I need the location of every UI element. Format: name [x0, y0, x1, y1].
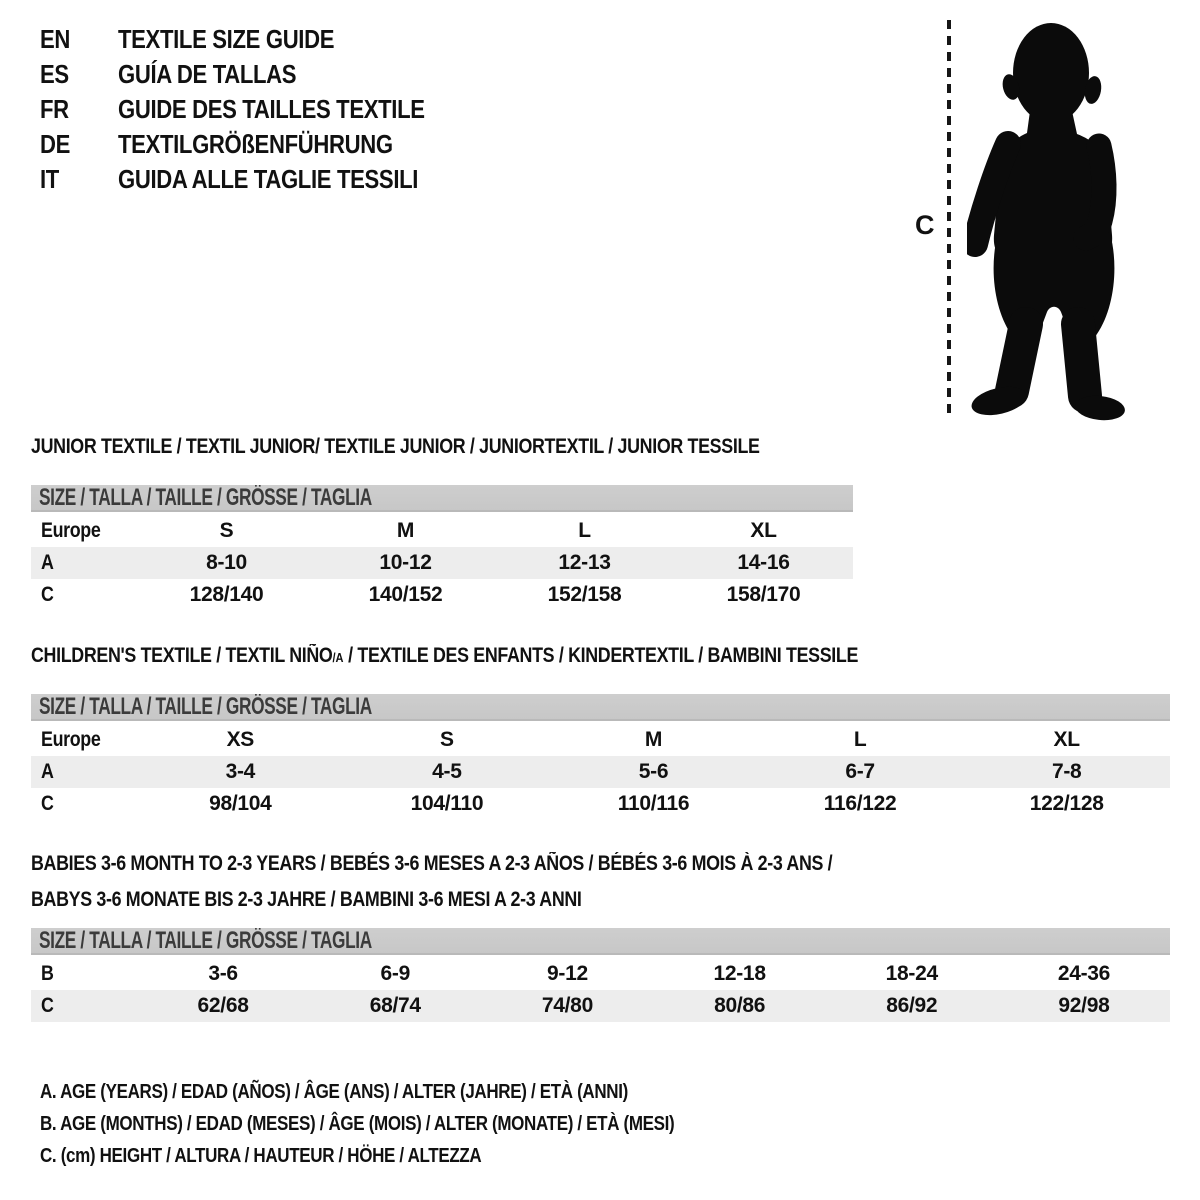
table-row	[31, 958, 1170, 990]
table-cell: 6-7	[845, 760, 875, 783]
table-cell: 74/80	[541, 994, 593, 1017]
table-cell: 62/68	[197, 994, 249, 1017]
table-cell: S	[440, 728, 454, 751]
table-cell: 18-24	[885, 962, 938, 985]
height-figure	[915, 18, 1143, 420]
children-textile-section	[31, 645, 1170, 820]
legend-line-b: B. AGE (MONTHS) / EDAD (MESES) / ÂGE (MOIS) / ALTER (MONATE) / ETÀ (MESI)	[40, 1113, 675, 1135]
table-row	[31, 756, 1170, 788]
toddler-silhouette-icon	[967, 21, 1134, 421]
language-code: IT	[40, 164, 59, 194]
table-cell: 122/128	[1029, 792, 1104, 815]
table-cell: XL	[750, 519, 777, 542]
table-cell: 116/122	[823, 792, 897, 815]
language-title: GUÍA DE TALLAS	[118, 59, 297, 89]
table-cell: 68/74	[369, 994, 421, 1017]
table-row	[31, 579, 853, 611]
language-code: EN	[40, 24, 71, 54]
table-cell: 80/86	[714, 994, 766, 1017]
table-cell: 12-13	[558, 551, 611, 574]
row-label: Europe	[41, 728, 101, 751]
row-label: C	[41, 792, 54, 815]
row-label: B	[41, 962, 54, 985]
height-measure-label: C	[915, 210, 935, 240]
table-cell: 5-6	[638, 760, 669, 783]
table-cell: 7-8	[1051, 760, 1082, 783]
table-cell: 92/98	[1058, 994, 1110, 1017]
table-row	[31, 515, 853, 547]
table-cell: L	[853, 728, 867, 751]
row-label: Europe	[41, 519, 101, 542]
row-label: C	[41, 994, 54, 1017]
junior-size-table	[31, 485, 853, 611]
legend-line-c: C. (cm) HEIGHT / ALTURA / HAUTEUR / HÖHE / ALTEZZA	[40, 1145, 482, 1167]
children-section-title: CHILDREN'S TEXTILE / TEXTIL NIÑO/A / TEXTILE DES ENFANTS / KINDERTEXTIL / BAMBINI TESSILE	[31, 644, 859, 667]
language-code: DE	[40, 129, 71, 159]
table-cell: L	[578, 519, 591, 542]
language-title: GUIDA ALLE TAGLIE TESSILI	[118, 164, 419, 194]
table-cell: 140/152	[368, 583, 443, 606]
table-row	[31, 547, 853, 579]
table-cell: 158/170	[726, 583, 801, 606]
babies-size-table	[31, 928, 1170, 1022]
row-label: C	[41, 583, 54, 606]
babies-section-title: BABIES 3-6 MONTH TO 2-3 YEARS / BEBÉS 3-6 MESES A 2-3 AÑOS / BÉBÉS 3-6 MOIS À 2-3 ANS / BABYS 3-6 MONATE BIS 2-3 JAHRE / BAMBINI 3-6 MESI A 2-3 ANNI	[31, 852, 833, 911]
table-cell: 98/104	[209, 792, 272, 815]
table-cell: 3-4	[225, 760, 256, 783]
junior-textile-section	[31, 436, 853, 611]
table-cell: XL	[1053, 728, 1080, 751]
row-label: A	[41, 760, 54, 783]
babies-textile-section	[31, 846, 1170, 1022]
table-cell: 8-10	[206, 551, 247, 574]
measurement-legend	[40, 1076, 786, 1172]
table-cell: 128/140	[189, 583, 264, 606]
table-cell: 4-5	[432, 760, 462, 783]
legend-line-a: A. AGE (YEARS) / EDAD (AÑOS) / ÂGE (ANS) / ALTER (JAHRE) / ETÀ (ANNI)	[40, 1081, 628, 1103]
table-cell: M	[396, 519, 415, 542]
row-label: A	[41, 551, 54, 574]
table-cell: 6-9	[380, 962, 410, 985]
table-cell: 104/110	[410, 792, 484, 815]
table-cell: 110/116	[617, 792, 690, 815]
table-cell: 14-16	[737, 551, 790, 574]
junior-section-title: JUNIOR TEXTILE / TEXTIL JUNIOR/ TEXTILE JUNIOR / JUNIORTEXTIL / JUNIOR TESSILE	[31, 435, 760, 458]
size-table-header: SIZE / TALLA / TAILLE / GRÖSSE / TAGLIA	[31, 694, 1170, 721]
language-code: ES	[40, 59, 69, 89]
table-cell: M	[644, 728, 663, 751]
table-cell: XS	[226, 728, 254, 751]
language-title: TEXTILGRÖßENFÜHRUNG	[118, 129, 393, 159]
table-cell: 12-18	[713, 962, 766, 985]
table-cell: 86/92	[886, 994, 938, 1017]
table-row	[31, 724, 1170, 756]
table-row	[31, 788, 1170, 820]
table-cell: 24-36	[1057, 962, 1111, 985]
size-table-header: SIZE / TALLA / TAILLE / GRÖSSE / TAGLIA	[31, 928, 1170, 955]
table-cell: 3-6	[208, 962, 238, 985]
table-cell: 10-12	[379, 551, 432, 574]
table-cell: 152/158	[547, 583, 622, 606]
table-row	[31, 990, 1170, 1022]
size-table-header: SIZE / TALLA / TAILLE / GRÖSSE / TAGLIA	[31, 485, 853, 512]
children-size-table	[31, 694, 1170, 820]
language-code: FR	[40, 94, 69, 124]
table-cell: 9-12	[547, 962, 588, 985]
language-title: TEXTILE SIZE GUIDE	[118, 24, 335, 54]
title-subscript: /A	[332, 650, 344, 665]
language-title: GUIDE DES TAILLES TEXTILE	[118, 94, 425, 124]
table-cell: S	[219, 519, 234, 542]
height-dashed-line	[947, 20, 951, 418]
